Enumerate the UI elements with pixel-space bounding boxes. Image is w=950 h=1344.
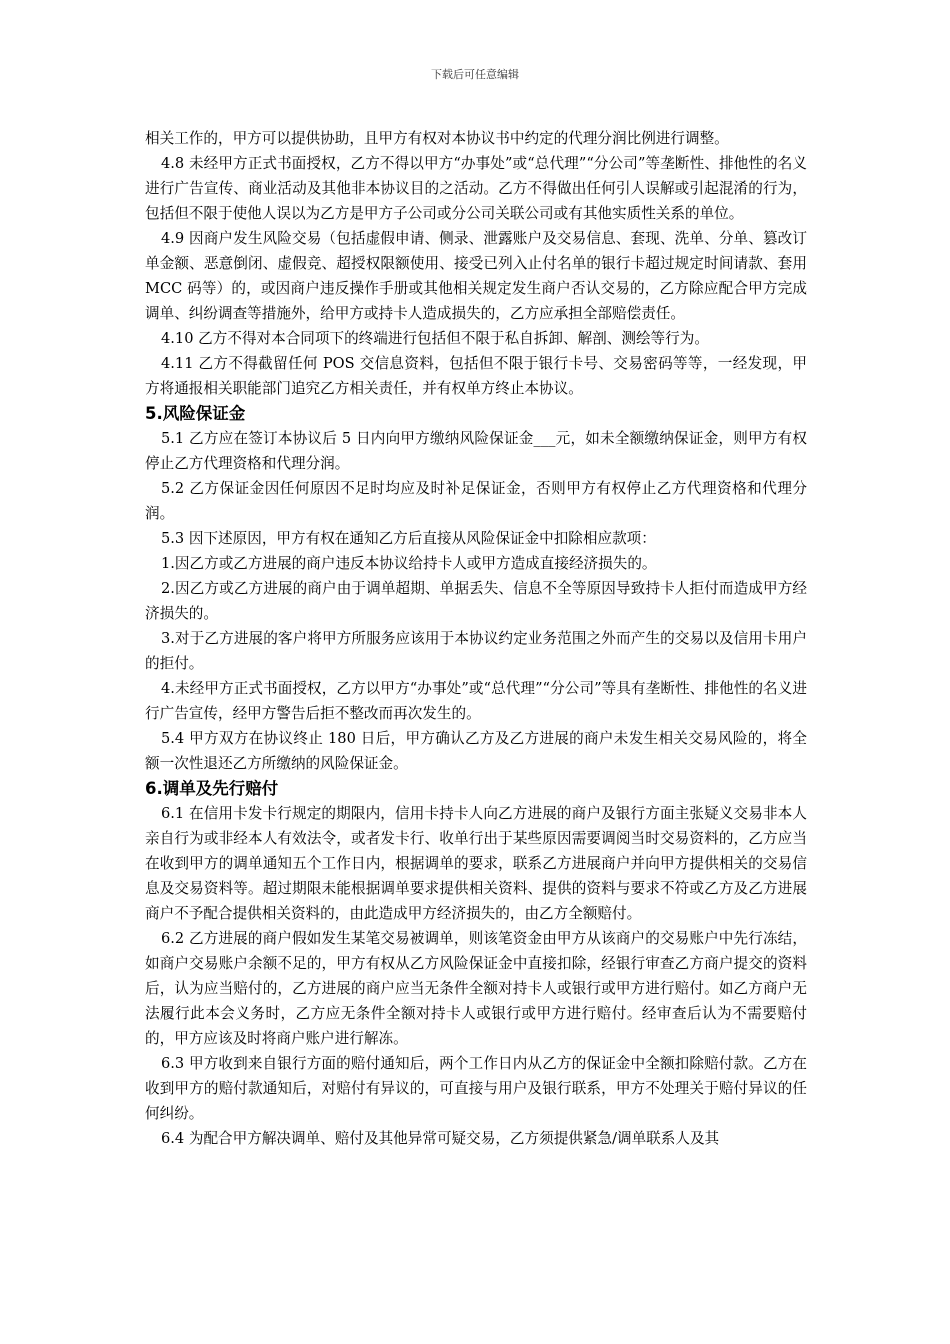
body-paragraph: 6.1 在信用卡发卡行规定的期限内，信用卡持卡人向乙方进展的商户及银行方面主张疑义交易非本人亲自行为或非经本人有效法令，或者发卡行、收单行出于某些原因需要调阅当时交易资料的，乙方应当在收到甲方的调单通知五个工作日内，根据调单的要求，联系乙方进展商户并向甲方提供相关的交易信息及交易资料等。超过期限未能根据调单要求提供相关资料、提供的资料与要求不符或乙方及乙方进展商户不予配合提供相关资料的，由此造成甲方经济损失的，由乙方全额赔付。 xyxy=(145,805,807,922)
body-paragraph: 5.2 乙方保证金因任何原因不足时均应及时补足保证金，否则甲方有权停止乙方代理资格和代理分润。 xyxy=(145,480,807,522)
body-paragraph: 4.8 未经甲方正式书面授权，乙方不得以甲方“办事处”或“总代理”“分公司”等垄断性、排他性的名义进行广告宣传、商业活动及其他非本协议目的之活动。乙方不得做出任何引人误解或引起混淆的行为，包括但不限于使他人误以为乙方是甲方子公司或分公司关联公司或有其他实质性关系的单位。 xyxy=(145,155,807,222)
section-heading: 5.风险保证金 xyxy=(145,404,246,423)
body-paragraph: 5.4 甲方双方在协议终止 180 日后，甲方确认乙方及乙方进展的商户未发生相关交易风险的，将全额一次性退还乙方所缴纳的风险保证金。 xyxy=(145,730,807,772)
page-header: 下载后可任意编辑 xyxy=(431,68,519,81)
body-paragraph: 4.未经甲方正式书面授权，乙方以甲方“办事处”或“总代理”“分公司”等具有垄断性、排他性的名义进行广告宣传，经甲方警告后拒不整改而再次发生的。 xyxy=(145,680,807,722)
body-paragraph: 5.3 因下述原因，甲方有权在通知乙方后直接从风险保证金中扣除相应款项： xyxy=(161,530,656,547)
section-heading: 6.调单及先行赔付 xyxy=(145,779,279,798)
body-paragraph: 4.10 乙方不得对本合同项下的终端进行包括但不限于私自拆卸、解剖、测绘等行为。 xyxy=(161,330,709,347)
body-paragraph: 3.对于乙方进展的客户将甲方所服务应该用于本协议约定业务范围之外而产生的交易以及信用卡用户的拒付。 xyxy=(145,630,807,672)
body-paragraph: 6.3 甲方收到来自银行方面的赔付通知后，两个工作日内从乙方的保证金中全额扣除赔付款。乙方在收到甲方的赔付款通知后，对赔付有异议的，可直接与用户及银行联系，甲方不处理关于赔付异议的任何纠纷。 xyxy=(145,1055,807,1122)
body-paragraph: 5.1 乙方应在签订本协议后 5 日内向甲方缴纳风险保证金___元，如未全额缴纳保证金，则甲方有权停止乙方代理资格和代理分润。 xyxy=(145,430,807,472)
body-paragraph: 6.2 乙方进展的商户假如发生某笔交易被调单，则该笔资金由甲方从该商户的交易账户中先行冻结，如商户交易账户余额不足的，甲方有权从乙方风险保证金中直接扣除，经银行审查乙方商户提交的资料后，认为应当赔付的，乙方进展的商户应当无条件全额对持卡人或银行或甲方进行赔付。如乙方商户无法履行此本会义务时，乙方应无条件全额对持卡人或银行或甲方进行赔付。经审查后认为不需要赔付的，甲方应该及时将商户账户进行解冻。 xyxy=(145,930,807,1047)
body-paragraph: 相关工作的，甲方可以提供协助，且甲方有权对本协议书中约定的代理分润比例进行调整。 xyxy=(145,130,729,147)
document-body xyxy=(145,126,807,1151)
body-paragraph: 4.11 乙方不得截留任何 POS 交信息资料，包括但不限于银行卡号、交易密码等等，一经发现，甲方将通报相关职能部门追究乙方相关责任，并有权单方终止本协议。 xyxy=(145,355,807,397)
body-paragraph: 6.4 为配合甲方解决调单、赔付及其他异常可疑交易，乙方须提供紧急/调单联系人及其 xyxy=(161,1130,720,1147)
body-paragraph: 1.因乙方或乙方进展的商户违反本协议给持卡人或甲方造成直接经济损失的。 xyxy=(161,555,657,572)
body-paragraph: 4.9 因商户发生风险交易（包括虚假申请、侧录、泄露账户及交易信息、套现、洗单、分单、篡改订单金额、恶意倒闭、虚假竞、超授权限额使用、接受已列入止付名单的银行卡超过规定时间请款、套用 MCC 码等）的，或因商户违反操作手册或其他相关规定发生商户否认交易的，乙方除应配合甲方完成调单、纠纷调查等措施外，给甲方或持卡人造成损失的，乙方应承担全部赔偿责任。 xyxy=(145,230,807,322)
body-paragraph: 2.因乙方或乙方进展的商户由于调单超期、单据丢失、信息不全等原因导致持卡人拒付而造成甲方经济损失的。 xyxy=(145,580,807,622)
